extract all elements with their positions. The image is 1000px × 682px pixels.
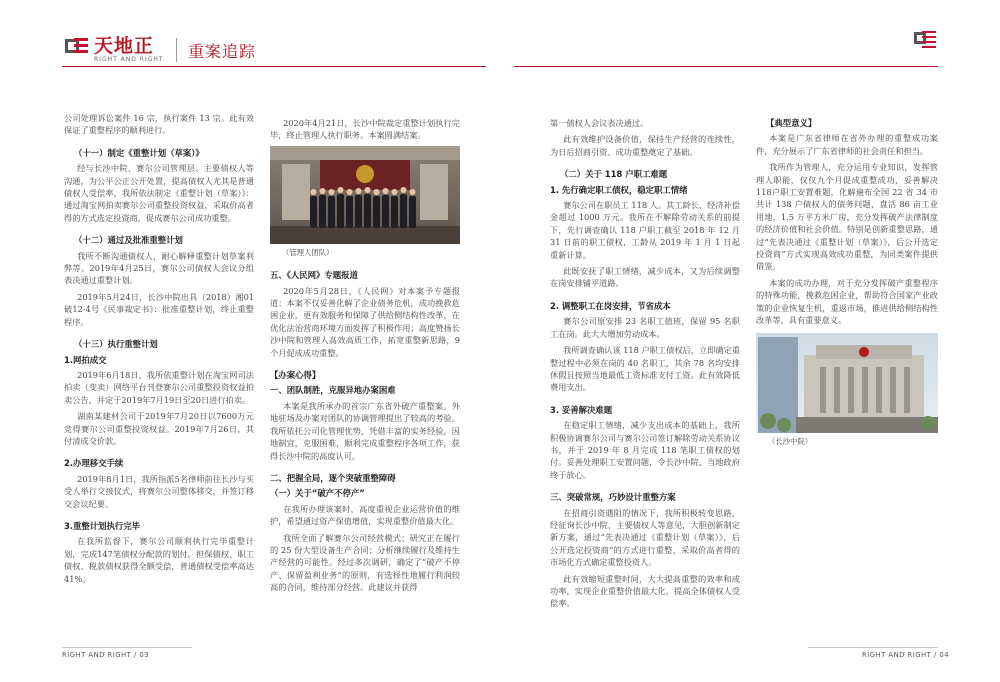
paragraph: 2019年8月1日，我所指派5名律师前往长沙与买受人举行交接仪式，将赛尔公司整体移交，并签订移交会议纪要。 [64, 473, 254, 509]
team-photo [270, 146, 460, 244]
photo-caption: （管理人团队） [281, 247, 334, 257]
header-divider [176, 38, 177, 62]
paragraph: 此既安抚了职工情绪，减少成本，又为后续调整在岗安排铺平道路。 [550, 266, 740, 289]
paragraph: 经与长沙中院、赛尔公司管理层、主要债权人等沟通，为公平公正公开处置，提高债权人尤其是普通债权人受偿率，我所依法制定《重整计划（草案）》：通过淘宝网拍卖赛尔公司重整投资权益，采取价高者得的方式选定投资商，促成赛尔公司成功重整。 [64, 163, 254, 223]
subheading: 二、把握全局，逐个突破重整障碍 [270, 472, 396, 483]
paragraph: 2019年6月18日，我所依重整计划在淘宝网司法拍卖（变卖）网络平台刊登赛尔公司重整投资权益拍卖公告，并定于2019年7月19日至20日进行拍卖。 [64, 369, 254, 405]
court-photo-image [756, 333, 938, 433]
footer-left-page: RIGHT AND RIGHT / 03 [62, 651, 150, 659]
paragraph: 我所作为管理人，充分运用专业知识，发挥管理人职能，仅仅九个月促成重整成功，妥善解决118户职工安置难题，化解遍布全国 22 省 34 市共计 138 户债权人的债务问题，盘活 86 亩工业用地，1.5 万平方米厂房，充分发挥破产法律制度的经济价值和社会价值。特别是创新重整思路，通过“先表决通过《重整计划（草案）》，后公开选定投资商”方式实现高效成功重整，为同类案件提供借鉴。 [756, 162, 938, 272]
header-rule-left [62, 66, 486, 67]
column-1 [64, 112, 254, 589]
footer-rule-right [808, 647, 938, 648]
paragraph: 在我所监督下，赛尔公司顺利执行完毕重整计划，完成147笔债权分配款的划付。担保债权、职工债权、税款债权获得全额受偿，普通债权受偿率高达41%。 [64, 536, 254, 584]
subheading: 3.重整计划执行完毕 [64, 520, 141, 531]
subheading: （一）关于“破产不停产” [270, 488, 365, 499]
logo-cn-text: 天地正 [94, 35, 155, 57]
section-title: 重案追踪 [188, 42, 257, 61]
column-3 [550, 117, 740, 614]
paragraph: 我所全面了解赛尔公司经营模式；研究正在履行的 25 份大型设备生产合同；分析继续履行及维持生产经营的可能性。经过多次调研，确定了“破产不停产、保留盈利业务”的原则，有选择性地履行利润较高的合同，维持部分经营。此建议并获得 [270, 532, 460, 593]
page-header [0, 0, 1000, 72]
heading: （二）关于 118 户职工难题 [560, 169, 668, 180]
paragraph: 2019年5月24日，长沙中院出具（2018）湘01破12-4号《民事裁定书》：批准重整计划，终止重整程序。 [64, 291, 254, 327]
paragraph: 本案的成功办理，对于充分发挥破产重整程序的特殊功能，挽救危困企业，帮助符合国家产业政策的企业恢复生机，重返市场，推进供给侧结构性改革等，具有重要意义。 [756, 277, 938, 326]
column-2 [270, 117, 460, 598]
header-rule-right [514, 66, 938, 67]
heading: （十二）通过及批准重整计划 [74, 235, 183, 246]
paragraph: 我所调查确认该 118 户职工债权后，立即确定重整过程中必须在岗的 40 名职工，其余 78 名均安排休假且按照当地最低工资标准支付工资。此有效降低费用支出。 [550, 345, 740, 393]
heading: 三、突破常规，巧妙设计重整方案 [550, 492, 676, 503]
subheading: 1. 先行确定职工债权，稳定职工情绪 [550, 184, 688, 195]
footer-rule-left [62, 647, 192, 648]
heading: （十一）制定《重整计划（草案）》 [74, 147, 204, 158]
brand-logo [62, 36, 164, 64]
logo-mark-icon [62, 36, 90, 58]
paragraph: 此有效维护设备价值，保持生产经营的连续性，为日后招商引资、成功重整奠定了基础。 [550, 134, 740, 157]
heading: （十三）执行重整计划 [74, 339, 158, 350]
paragraph: 湖南某建材公司于2019年7月20日以7600万元竞得赛尔公司重整投资权益。2019年7月26日，其付清成交价款。 [64, 411, 254, 446]
paragraph: 第一债权人会议表决通过。 [550, 118, 649, 128]
paragraph: 在招商引资遇阻的情况下，我所积极转变思路，经征询长沙中院、主要债权人等意见，大胆创新制定新方案，通过“先表决通过《重整计划（草案）》，后公开选定投资商”的方式进行重整，采取价高者得的市场化方式确定重整投资人。 [550, 507, 740, 568]
column-4 [756, 117, 938, 452]
logo-en-text: RIGHT AND RIGHT [94, 56, 164, 63]
team-photo-image [270, 146, 460, 244]
paragraph: 在稳定职工情绪，减少支出成本的基础上，我所积极协调赛尔公司与赛尔公司签订解除劳动关系协议书，并于 2019 年 8 月完成 118 笔职工债权的划付。妥善处理职工安置问题，令长沙中院、当地政府终于放心。 [550, 420, 740, 480]
paragraph: 本案是我所承办的首宗广东省外破产重整案。外地驻场及办案对团队的协调管理提出了较高的考验。我所依托公司化管理优势，凭借丰富的实务经验，因地制宜，克服困难，顺利完成重整程序各项工作，获得长沙中院的高度认可。 [270, 400, 460, 461]
paragraph: 2020年5月28日，《人民网》对本案予专题报道：本案不仅妥善化解了企业债务危机，成功挽救危困企业，更有效服务和保障了供给侧结构性改革，在优化法治营商环境方面发挥了积极作用；高度赞扬长沙中院和管理人高效高质工作，拓宽重整新思路，9个月促成成功重整。 [270, 285, 460, 358]
subheading: 3. 妥善解决难题 [550, 404, 613, 415]
subheading: 2. 调整职工在岗安排，节省成本 [550, 300, 671, 311]
subheading: 一、团队制胜，克服异地办案困难 [270, 385, 396, 396]
paragraph: 在我所办理该案时，高度重视企业运营价值的维护，希望通过资产保值增值，实现重整价值最大化。 [270, 503, 460, 527]
paragraph: 此有效缩短重整时间，大大提高重整的效率和成功率，实现企业重整价值最大化，提高全体债权人受偿率。 [550, 573, 740, 609]
paragraph: 我所不断沟通债权人，耐心解释重整计划草案利弊等。2019年4月25日，赛尔公司债权人会议分组表决通过重整计划。 [64, 250, 254, 286]
subheading: 1.网拍成交 [64, 354, 107, 365]
heading: 【办案心得】 [270, 370, 321, 381]
photo-caption: （长沙中院） [767, 436, 813, 446]
paragraph: 本案是广东省律师在省外办理的重整成功案件，充分展示了广东省律师的社会责任和担当。 [756, 133, 938, 156]
paragraph: 2020年4月21日，长沙中院裁定重整计划执行完毕，终止管理人执行职务。本案圆满结案。 [270, 118, 460, 141]
court-photo [756, 333, 938, 433]
paragraph: 公司处理诉讼案件 16 宗，执行案件 13 宗。此有效保证了重整程序的顺利进行。 [64, 113, 254, 136]
corner-logo-icon [912, 28, 938, 50]
footer-right-page: RIGHT AND RIGHT / 04 [862, 651, 950, 659]
subheading: 2.办理移交手续 [64, 458, 124, 469]
paragraph: 赛尔公司原安排 23 名职工值班，保留 95 名职工在岗。此大大增加劳动成本。 [550, 316, 740, 339]
paragraph: 赛尔公司在职员工 118 人。其工龄长，经济补偿金超过 1000 万元。我所在不解除劳动关系的前提下，先行调查确认 118 户职工截至 2018 年 12 月 31 日前的职工债权，工龄从 2019 年 1 月 1 日起重新计算。 [550, 200, 740, 260]
heading: 五、《人民网》专题报道 [270, 270, 358, 281]
heading: 【典型意义】 [766, 118, 817, 128]
